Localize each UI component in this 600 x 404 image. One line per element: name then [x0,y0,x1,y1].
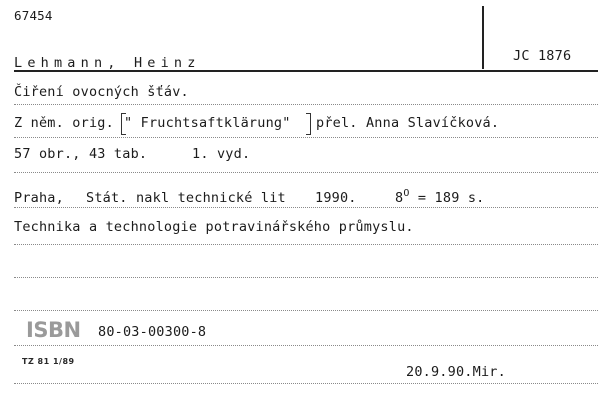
heading-rule [14,70,598,72]
publisher: Stát. nakl technické lit [86,190,286,206]
author-name: Lehmann, Heinz [14,55,201,71]
book-title: Čiření ovocných šťáv. [14,84,189,100]
dotted-rule [14,345,598,346]
page-count: = 189 s. [409,190,485,206]
dotted-rule [14,277,598,278]
original-title: " Fruchtsaftklärung" [124,115,291,131]
printer-mark: TZ 81 1/89 [22,357,75,366]
dotted-rule [14,310,598,311]
illustrations: 57 obr., 43 tab. [14,146,148,162]
publication-year: 1990. [315,190,357,206]
record-number: 67454 [14,8,53,23]
isbn-number: 80-03-00300-8 [98,324,207,340]
call-number-divider [482,6,484,69]
dotted-rule [14,207,598,208]
dotted-rule [14,383,598,384]
dotted-rule [14,137,598,138]
format-base: 8 [395,190,404,206]
call-number: JC 1876 [513,48,572,64]
right-bracket-mark [306,113,311,135]
dotted-rule [14,172,598,173]
series-statement: Technika a technologie potravinářského průmyslu. [14,219,414,235]
date-note: 20.9.90.Mir. [406,364,506,380]
translation-prefix: Z něm. orig. [14,115,114,131]
dotted-rule [14,244,598,245]
dotted-rule [14,104,598,105]
publication-place: Praha, [14,190,64,206]
isbn-logo: ISBN [26,318,81,342]
edition: 1. vyd. [192,146,251,162]
format-exponent: O [403,188,410,199]
format-size [395,190,485,208]
translator: přel. Anna Slavíčková. [316,115,500,131]
